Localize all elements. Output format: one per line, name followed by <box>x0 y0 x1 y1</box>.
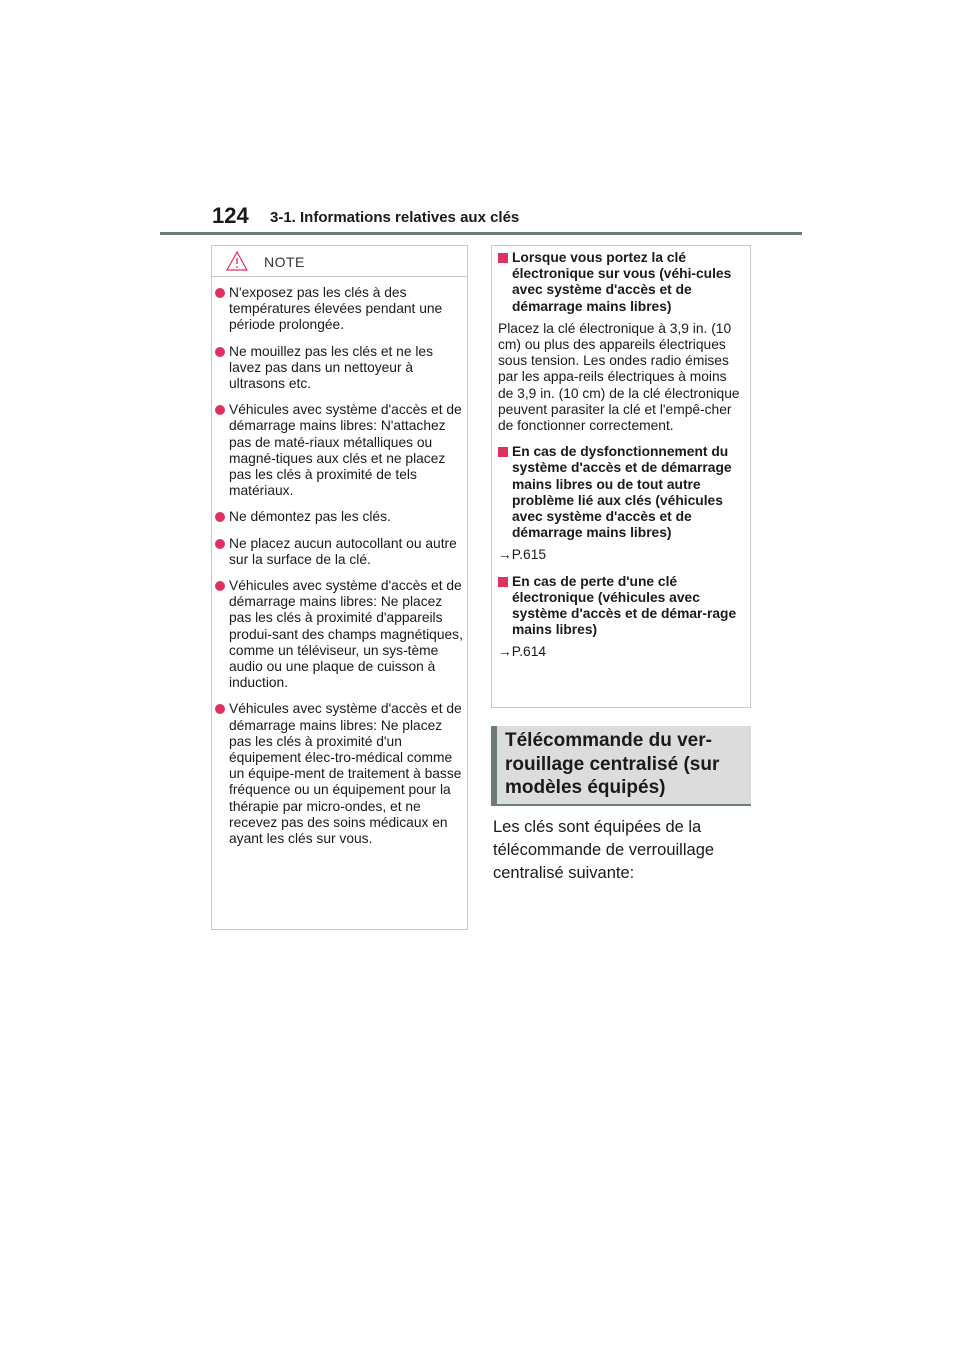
note-item <box>212 509 463 525</box>
heading-accent-bar <box>491 726 497 806</box>
note-item <box>212 536 463 568</box>
note-item-text: Ne placez aucun autocollant ou autre sur la surface de la clé. <box>229 535 457 567</box>
header-rule <box>160 232 802 235</box>
note-item <box>212 344 463 393</box>
note-item <box>212 285 463 334</box>
bullet-icon <box>215 347 225 357</box>
bullet-icon <box>215 581 225 591</box>
bullet-icon <box>215 405 225 415</box>
section-title: En cas de dysfonctionnement du système d'accès et de démarrage mains libres ou de tout autre problème lié aux clés (véhicules avec système d'accès et de démarrage mains libres) <box>498 444 742 541</box>
info-box <box>491 245 751 708</box>
note-item-text: Véhicules avec système d'accès et de démarrage mains libres: Ne placez pas les clés à proximité d'un équipement élec-tro-médical comme un équipe-ment de traitement à basse fréquence ou un équipement pour la thérapie par micro-ondes, et ne recevez pas des soins médicaux en ayant les clés sur vous. <box>229 701 462 847</box>
note-item-text: Ne démontez pas les clés. <box>229 509 391 525</box>
heading-underline <box>491 804 751 806</box>
square-bullet-icon <box>498 253 508 263</box>
bullet-icon <box>215 539 225 549</box>
warning-triangle-icon <box>226 251 248 271</box>
bullet-icon <box>215 288 225 298</box>
note-title: NOTE <box>264 254 305 270</box>
note-list <box>212 277 467 847</box>
note-item-text: N'exposez pas les clés à des températures élevées pendant une période prolongée. <box>229 285 443 333</box>
note-box <box>211 245 468 930</box>
section-title: En cas de perte d'une clé électronique (véhicules avec système d'accès et de démar-rage mains libres) <box>498 574 742 639</box>
note-item <box>212 402 463 499</box>
note-header <box>212 246 467 277</box>
square-bullet-icon <box>498 577 508 587</box>
page-reference[interactable]: →P.615 <box>498 547 547 563</box>
intro-paragraph: Les clés sont équipées de la télécommande de verrouillage centralisé suivante: <box>493 818 715 882</box>
page-header <box>212 203 802 233</box>
heading-title: Télécommande du ver-rouillage centralisé (sur modèles équipés) <box>505 730 720 798</box>
section-heading <box>491 726 751 806</box>
note-item <box>212 701 463 847</box>
page-reference[interactable]: →P.614 <box>498 644 547 660</box>
note-item-text: Véhicules avec système d'accès et de démarrage mains libres: Ne placez pas les clés à proximité d'appareils produi-sant des champs magnétiques, comme un téléviseur, un sys-tème audio ou une plaque de cuisson à induction. <box>229 578 463 691</box>
square-bullet-icon <box>498 447 508 457</box>
bullet-icon <box>215 704 225 714</box>
note-item-text: Ne mouillez pas les clés et ne les lavez pas dans un nettoyeur à ultrasons etc. <box>229 343 433 392</box>
chapter-title: 3-1. Informations relatives aux clés <box>270 209 520 226</box>
section-title: Lorsque vous portez la clé électronique sur vous (véhi-cules avec système d'accès et de démarrage mains libres) <box>498 250 742 315</box>
section-body: Placez la clé électronique à 3,9 in. (10 cm) ou plus des appareils électriques sous tension. Les ondes radio émises par les appa-reils électriques à moins de 3,9 in. (10 cm) de la clé électronique peuvent parasiter la clé et l'empê-cher de fonctionner correctement. <box>498 320 740 434</box>
bullet-icon <box>215 512 225 522</box>
note-item-text: Véhicules avec système d'accès et de démarrage mains libres: N'attachez pas de maté-riaux métalliques ou magné-tiques aux clés et ne placez pas les clés à proximité de tels matériaux. <box>229 402 462 499</box>
page-number: 124 <box>212 203 249 228</box>
note-item <box>212 578 463 691</box>
